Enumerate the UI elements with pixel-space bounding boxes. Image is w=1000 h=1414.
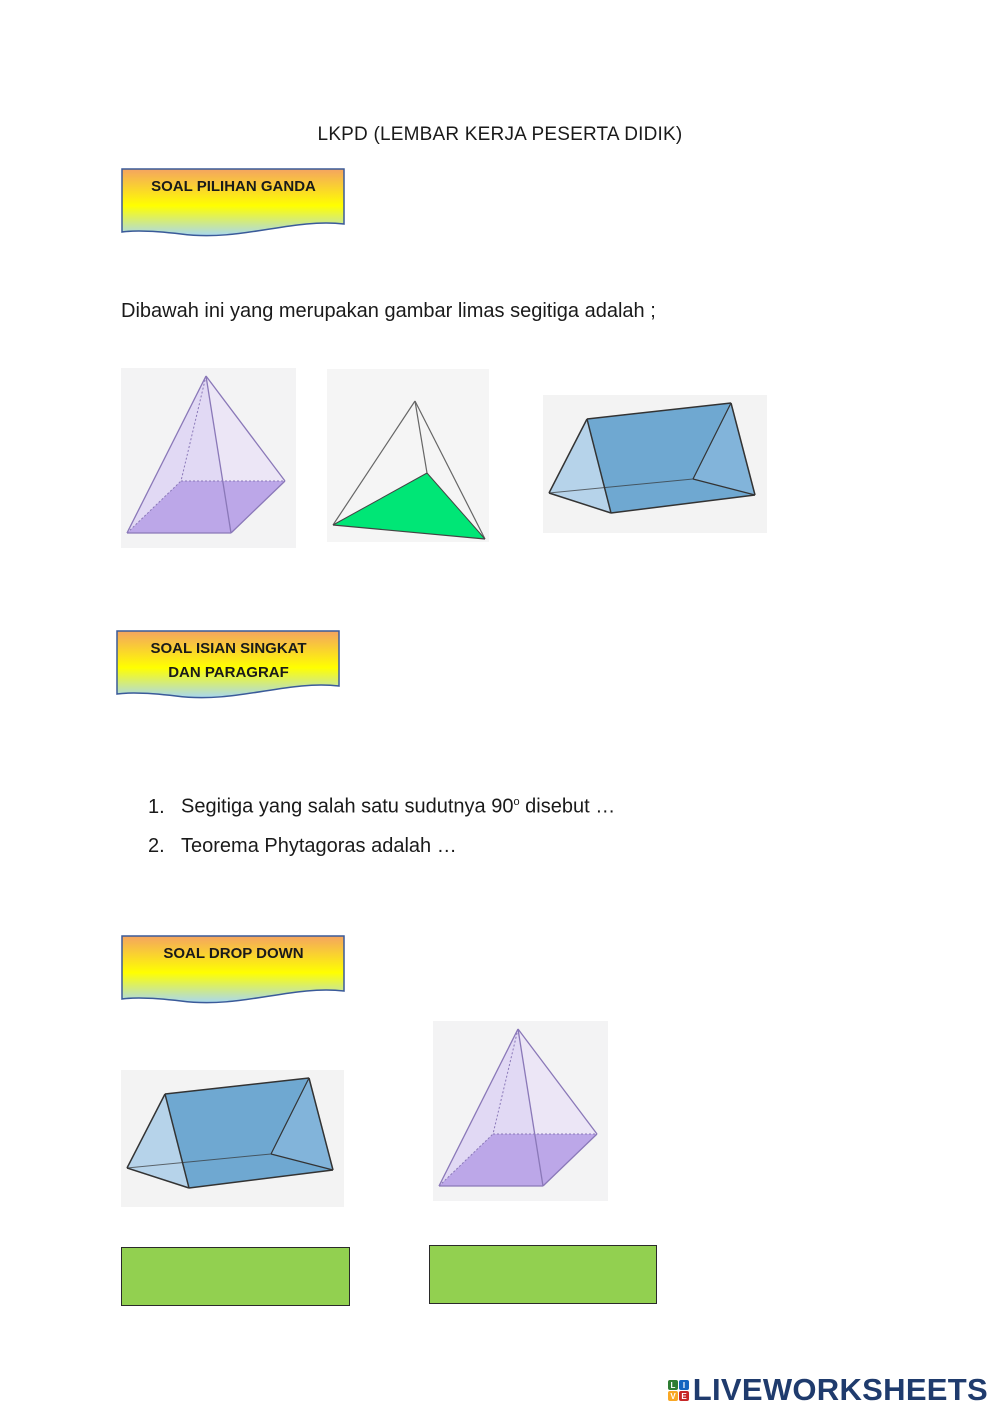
banner-drop-down <box>121 935 346 1005</box>
item-text: Teorema Phytagoras adalah … <box>181 835 457 857</box>
dropdown-answer-2[interactable] <box>429 1245 657 1304</box>
svg-text:E: E <box>681 1392 687 1401</box>
banner-label-line1: SOAL ISIAN SINGKAT <box>150 640 307 657</box>
question-text: Dibawah ini yang merupakan gambar limas segitiga adalah ; <box>121 300 656 322</box>
banner-label: SOAL PILIHAN GANDA <box>151 178 316 195</box>
banner-short-answer <box>116 630 341 700</box>
dropdown-answer-1[interactable] <box>121 1247 350 1306</box>
short-answer-list <box>148 788 615 876</box>
banner-label: SOAL DROP DOWN <box>163 945 304 962</box>
item-number: 2. <box>148 835 165 857</box>
item-number: 1. <box>148 795 165 818</box>
liveworksheets-logo-icon <box>667 1377 691 1403</box>
option-image-pyramid[interactable] <box>121 368 296 548</box>
svg-text:L: L <box>670 1381 676 1390</box>
banner-multiple-choice <box>121 168 346 238</box>
list-item <box>148 788 615 832</box>
svg-text:V: V <box>670 1392 676 1401</box>
option-image-tetrahedron[interactable] <box>327 369 489 542</box>
dropdown-image-pyramid <box>433 1021 608 1201</box>
page-title: LKPD (LEMBAR KERJA PESERTA DIDIK) <box>317 124 683 145</box>
list-item <box>148 832 615 876</box>
option-image-prism[interactable] <box>543 395 767 533</box>
dropdown-image-prism <box>121 1070 344 1207</box>
brand-logo <box>667 1372 988 1408</box>
brand-name: LIVEWORKSHEETS <box>692 1372 988 1407</box>
item-text: Segitiga yang salah satu sudutnya 90 <box>181 795 514 818</box>
banner-label-line2: DAN PARAGRAF <box>168 664 289 681</box>
item-superscript: o <box>513 796 520 808</box>
item-text-after: disebut … <box>519 795 616 818</box>
svg-text:I: I <box>682 1381 685 1390</box>
